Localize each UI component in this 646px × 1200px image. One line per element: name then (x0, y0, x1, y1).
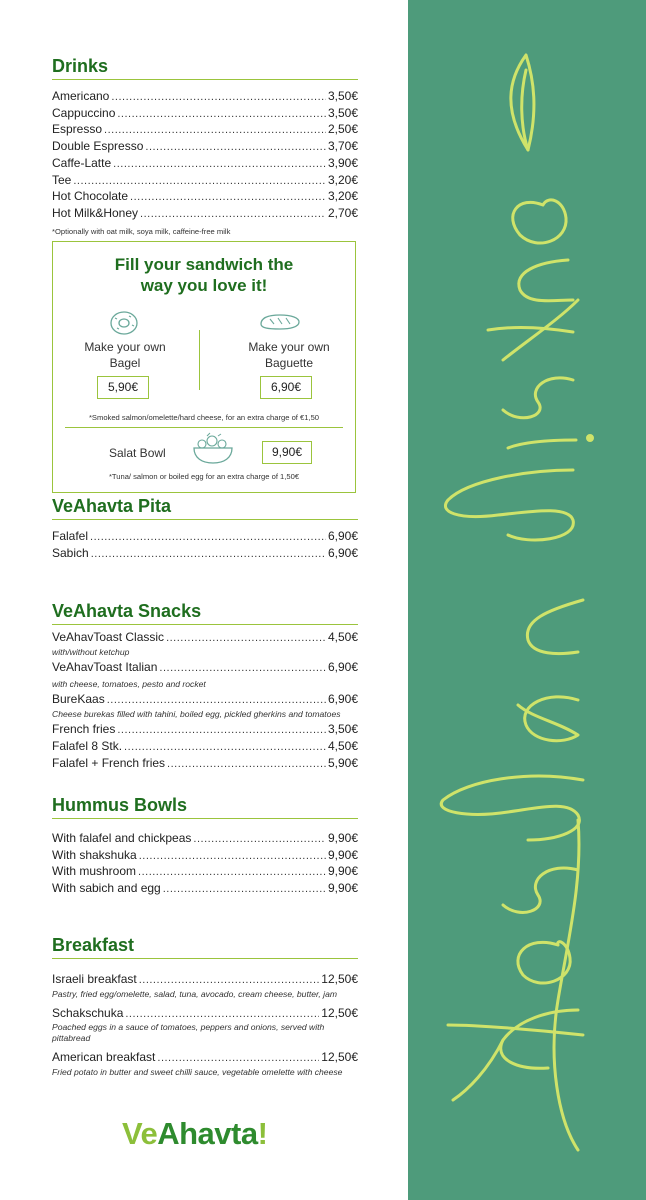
drinks-note: *Optionally with oat milk, soya milk, caffeine-free milk (52, 226, 231, 236)
pita-heading: VeAhavta Pita (52, 495, 358, 520)
menu-item: With shakshuka ..... 9,90€ (52, 848, 358, 865)
menu-item: With sabich and egg ..... 9,90€ (52, 881, 358, 898)
breakfast-heading: Breakfast (52, 934, 358, 959)
salad-bowl-icon (190, 432, 236, 466)
brand-logo: VeAhavta! (122, 1116, 268, 1151)
menu-item: American breakfast ..... 12,50€ (52, 1050, 358, 1067)
menu-item: With falafel and chickpeas ..... 9,90€ (52, 831, 358, 848)
kosher-bistro-script (408, 0, 646, 1200)
drinks-heading: Drinks (52, 55, 358, 80)
menu-item: VeAhavToast Classic ..... 4,50€ (52, 630, 358, 647)
menu-item: Double Espresso ..... 3,70€ (52, 139, 358, 156)
item-description: Fried potato in butter and sweet chilli sauce, vegetable omelette with cheese (52, 1067, 343, 1078)
divider (65, 427, 343, 428)
salad-label: Salat Bowl (109, 446, 166, 460)
item-description: Poached eggs in a sauce of tomatoes, peppers and onions, served with pittabread (52, 1022, 325, 1044)
drinks-list (52, 89, 358, 236)
menu-item: Tee ..... 3,20€ (52, 173, 358, 190)
bagel-label: Make your own Bagel (84, 340, 166, 370)
menu-item: Cappuccino ..... 3,50€ (52, 106, 358, 123)
sandwich-box-title: Fill your sandwich the way you love it! (114, 255, 294, 295)
side-panel (408, 0, 646, 1200)
menu-item: With mushroom ..... 9,90€ (52, 864, 358, 881)
baguette-icon (258, 312, 302, 332)
menu-item: French fries ..... 3,50€ (52, 722, 358, 739)
menu-item: Falafel 8 Stk. ..... 4,50€ (52, 739, 358, 756)
item-description: with cheese, tomatoes, pesto and rocket (52, 679, 206, 690)
snacks-heading: VeAhavta Snacks (52, 600, 358, 625)
menu-item: Caffe-Latte ..... 3,90€ (52, 156, 358, 173)
sandwich-box (52, 241, 356, 493)
sandwich-extra-note: *Smoked salmon/omelette/hard cheese, for an extra charge of €1,50 (88, 413, 320, 422)
menu-item: BureKaas ..... 6,90€ (52, 692, 358, 709)
menu-item: Israeli breakfast ..... 12,50€ (52, 972, 358, 989)
menu-item: Schakschuka ..... 12,50€ (52, 1006, 358, 1023)
hummus-heading: Hummus Bowls (52, 794, 358, 819)
salad-note: *Tuna/ salmon or boiled egg for an extra charge of 1,50€ (108, 472, 300, 481)
divider (199, 330, 200, 390)
menu-item: Sabich ..... 6,90€ (52, 546, 358, 563)
menu-item: Hot Milk&Honey ..... 2,70€ (52, 206, 358, 223)
menu-item: Falafel + French fries ..... 5,90€ (52, 756, 358, 773)
pita-list (52, 529, 358, 562)
bagel-icon (109, 310, 139, 336)
bagel-price: 5,90€ (97, 376, 149, 399)
hummus-list (52, 831, 358, 898)
menu-item: Hot Chocolate ..... 3,20€ (52, 189, 358, 206)
snacks-list (52, 630, 358, 772)
baguette-price: 6,90€ (260, 376, 312, 399)
menu-item: Americano ..... 3,50€ (52, 89, 358, 106)
salad-price: 9,90€ (262, 441, 312, 464)
menu-item: Falafel ..... 6,90€ (52, 529, 358, 546)
breakfast-list (52, 972, 358, 1080)
item-description: Cheese burekas filled with tahini, boiled egg, pickled gherkins and tomatoes (52, 709, 341, 720)
item-description: Pastry, fried egg/omelette, salad, tuna, avocado, cream cheese, butter, jam (52, 988, 338, 999)
menu-item: Espresso ..... 2,50€ (52, 122, 358, 139)
item-description: with/without ketchup (52, 646, 130, 657)
baguette-label: Make your own Baguette (248, 340, 330, 370)
menu-item: VeAhavToast Italian ..... 6,90€ (52, 660, 358, 677)
